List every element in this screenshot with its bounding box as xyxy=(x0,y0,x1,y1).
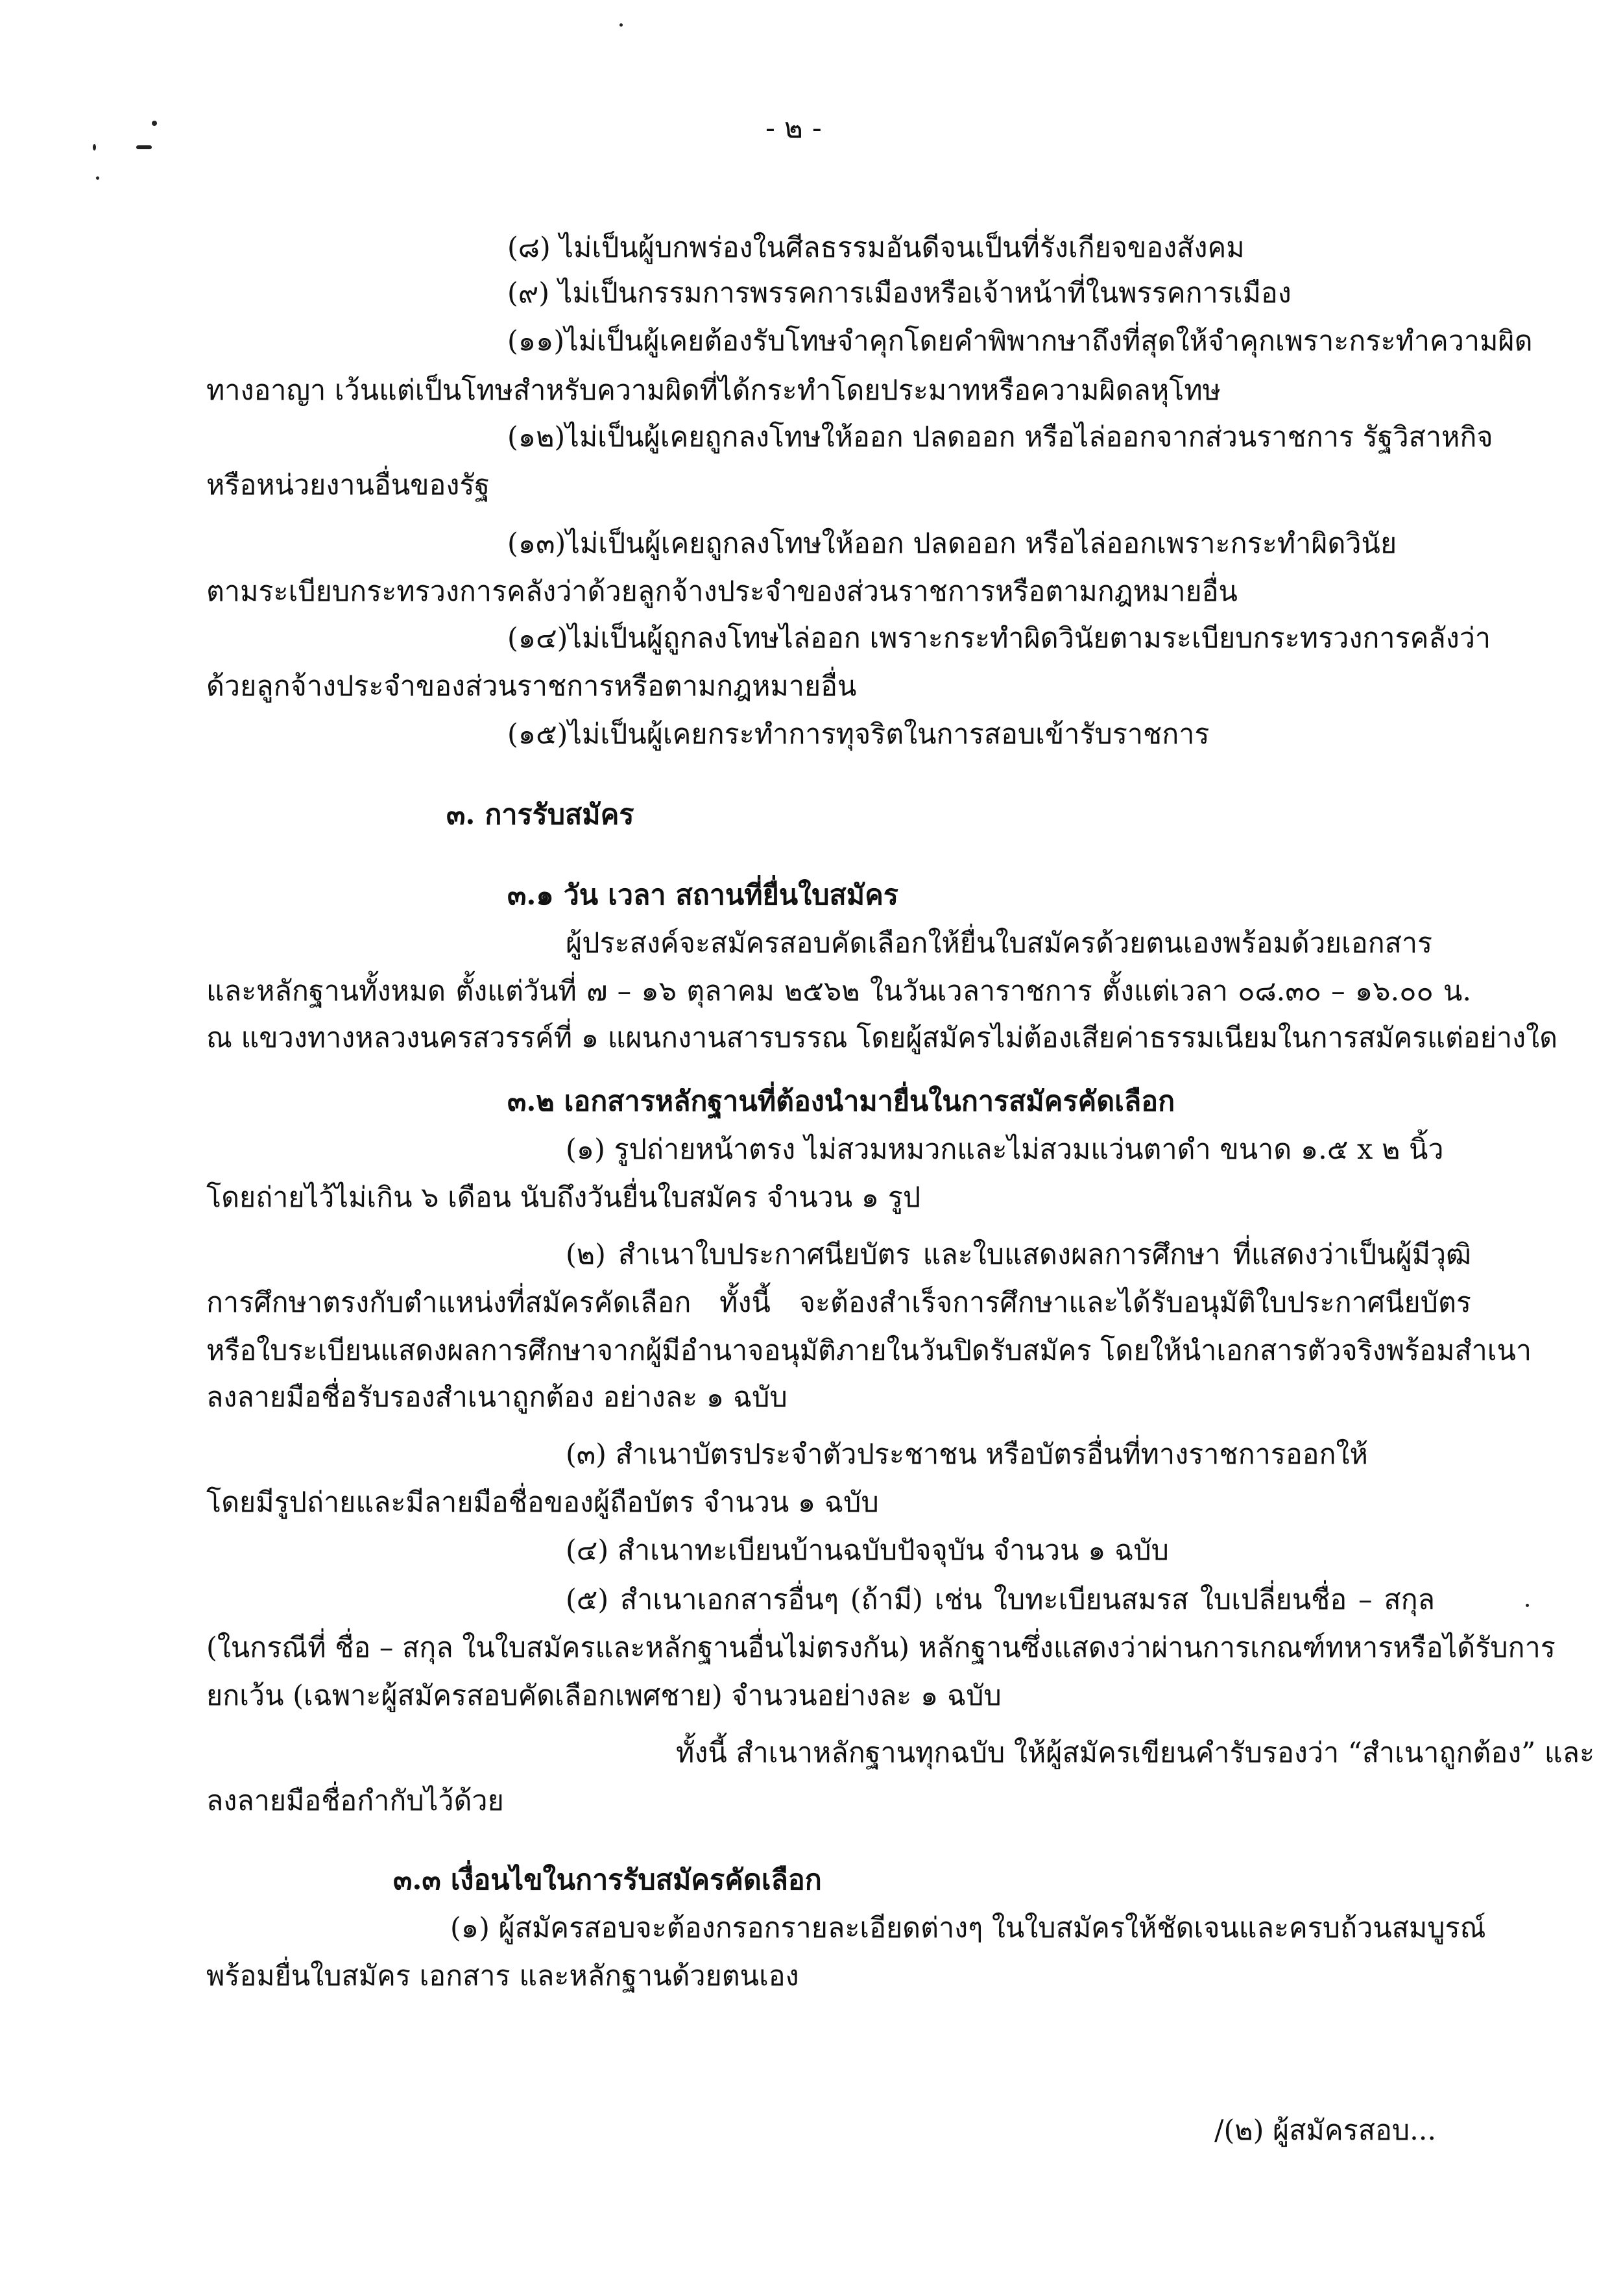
paragraph-line: ลงลายมือชื่อกำกับไว้ด้วย xyxy=(206,1785,504,1817)
paragraph-line: พร้อมยื่นใบสมัคร เอกสาร และหลักฐานด้วยตนเอง xyxy=(206,1960,799,1992)
qualification-item: (๑๔)ไม่เป็นผู้ถูกลงโทษไล่ออก เพราะกระทำผิดวินัยตามระเบียบกระทรวงการคลังว่า xyxy=(507,622,1491,655)
qualification-item-cont: ด้วยลูกจ้างประจำของส่วนราชการหรือตามกฎหมายอื่น xyxy=(206,670,857,703)
qualification-item: (๑๑)ไม่เป็นผู้เคยต้องรับโทษจำคุกโดยคำพิพากษาถึงที่สุดให้จำคุกเพราะกระทำความผิด xyxy=(507,325,1533,357)
paragraph-line: (๑) ผู้สมัครสอบจะต้องกรอกรายละเอียดต่างๆ ในใบสมัครให้ชัดเจนและครบถ้วนสมบูรณ์ xyxy=(450,1912,1486,1944)
section-heading: ๓. การรับสมัคร xyxy=(446,799,634,831)
qualification-item: (๑๓)ไม่เป็นผู้เคยถูกลงโทษให้ออก ปลดออก หรือไล่ออกเพราะกระทำผิดวินัย xyxy=(507,527,1397,560)
paragraph-line: ณ แขวงทางหลวงนครสวรรค์ที่ ๑ แผนกงานสารบรรณ โดยผู้สมัครไม่ต้องเสียค่าธรรมเนียมในการสมัครแต่อย่างใด xyxy=(206,1022,1558,1054)
page-number: - ๒ - xyxy=(765,112,822,145)
paragraph-line: และหลักฐานทั้งหมด ตั้งแต่วันที่ ๗ – ๑๖ ตุลาคม ๒๕๖๒ ในวันเวลาราชการ ตั้งแต่เวลา ๐๘.๓๐ – ๑๖.๐๐ น. xyxy=(206,975,1471,1008)
qualification-item: (๑๕)ไม่เป็นผู้เคยกระทำการทุจริตในการสอบเข้ารับราชการ xyxy=(507,718,1210,751)
paragraph-line: ยกเว้น (เฉพาะผู้สมัครสอบคัดเลือกเพศชาย) จำนวนอย่างละ ๑ ฉบับ xyxy=(206,1680,1002,1712)
subsection-heading: ๓.๓ เงื่อนไขในการรับสมัครคัดเลือก xyxy=(393,1864,822,1896)
qualification-item: (๙) ไม่เป็นกรรมการพรรคการเมืองหรือเจ้าหน้าที่ในพรรคการเมือง xyxy=(507,277,1292,309)
scan-speck xyxy=(93,144,96,151)
subsection-heading: ๓.๑ วัน เวลา สถานที่ยื่นใบสมัคร xyxy=(507,879,898,912)
qualification-item: (๑๒)ไม่เป็นผู้เคยถูกลงโทษให้ออก ปลดออก หรือไล่ออกจากส่วนราชการ รัฐวิสาหกิจ xyxy=(507,421,1493,453)
scan-speck xyxy=(152,121,157,126)
scan-speck xyxy=(619,23,623,27)
scan-speck xyxy=(1526,1604,1529,1607)
paragraph-line: (๕) สำเนาเอกสารอื่นๆ (ถ้ามี) เช่น ใบทะเบียนสมรส ใบเปลี่ยนชื่อ – สกุล xyxy=(566,1584,1435,1616)
qualification-item-cont: หรือหน่วยงานอื่นของรัฐ xyxy=(206,469,490,501)
paragraph-line: ทั้งนี้ สำเนาหลักฐานทุกฉบับ ให้ผู้สมัครเขียนคำรับรองว่า “สำเนาถูกต้อง” และ xyxy=(676,1737,1595,1769)
paragraph-line: โดยมีรูปถ่ายและมีลายมือชื่อของผู้ถือบัตร จำนวน ๑ ฉบับ xyxy=(206,1486,879,1519)
paragraph-line: (๔) สำเนาทะเบียนบ้านฉบับปัจจุบัน จำนวน ๑ ฉบับ xyxy=(566,1534,1169,1567)
continuation-marker: /(๒) ผู้สมัครสอบ... xyxy=(1214,2114,1437,2147)
paragraph-line: การศึกษาตรงกับตำแหน่งที่สมัครคัดเลือก ทั้งนี้ จะต้องสำเร็จการศึกษาและได้รับอนุมัติใบประกาศนียบัตร xyxy=(206,1287,1471,1319)
qualification-item: (๘) ไม่เป็นผู้บกพร่องในศีลธรรมอันดีจนเป็นที่รังเกียจของสังคม xyxy=(507,232,1245,264)
paragraph-line: (ในกรณีที่ ชื่อ – สกุล ในใบสมัครและหลักฐานอื่นไม่ตรงกัน) หลักฐานซึ่งแสดงว่าผ่านการเกณฑ์ทหารหรือได้รับการ xyxy=(206,1632,1556,1664)
paragraph-line: โดยถ่ายไว้ไม่เกิน ๖ เดือน นับถึงวันยื่นใบสมัคร จำนวน ๑ รูป xyxy=(206,1181,921,1214)
subsection-heading: ๓.๒ เอกสารหลักฐานที่ต้องนำมายื่นในการสมัครคัดเลือก xyxy=(507,1085,1175,1118)
scan-speck xyxy=(136,145,152,149)
paragraph-line: หรือใบระเบียนแสดงผลการศึกษาจากผู้มีอำนาจอนุมัติภายในวันปิดรับสมัคร โดยให้นำเอกสารตัวจริงพร้อมสำเนา xyxy=(206,1335,1532,1367)
paragraph-line: ลงลายมือชื่อรับรองสำเนาถูกต้อง อย่างละ ๑ ฉบับ xyxy=(206,1381,787,1414)
qualification-item-cont: ตามระเบียบกระทรวงการคลังว่าด้วยลูกจ้างประจำของส่วนราชการหรือตามกฎหมายอื่น xyxy=(206,575,1238,608)
paragraph-line: (๒) สำเนาใบประกาศนียบัตร และใบแสดงผลการศึกษา ที่แสดงว่าเป็นผู้มีวุฒิ xyxy=(566,1239,1471,1271)
paragraph-line: (๑) รูปถ่ายหน้าตรง ไม่สวมหมวกและไม่สวมแว่นตาดำ ขนาด ๑.๕ x ๒ นิ้ว xyxy=(566,1133,1444,1166)
qualification-item-cont: ทางอาญา เว้นแต่เป็นโทษสำหรับความผิดที่ได้กระทำโดยประมาทหรือความผิดลหุโทษ xyxy=(206,374,1221,407)
paragraph-line: ผู้ประสงค์จะสมัครสอบคัดเลือกให้ยื่นใบสมัครด้วยตนเองพร้อมด้วยเอกสาร xyxy=(566,927,1433,960)
scan-speck xyxy=(96,176,99,180)
paragraph-line: (๓) สำเนาบัตรประจำตัวประชาชน หรือบัตรอื่นที่ทางราชการออกให้ xyxy=(566,1438,1368,1471)
